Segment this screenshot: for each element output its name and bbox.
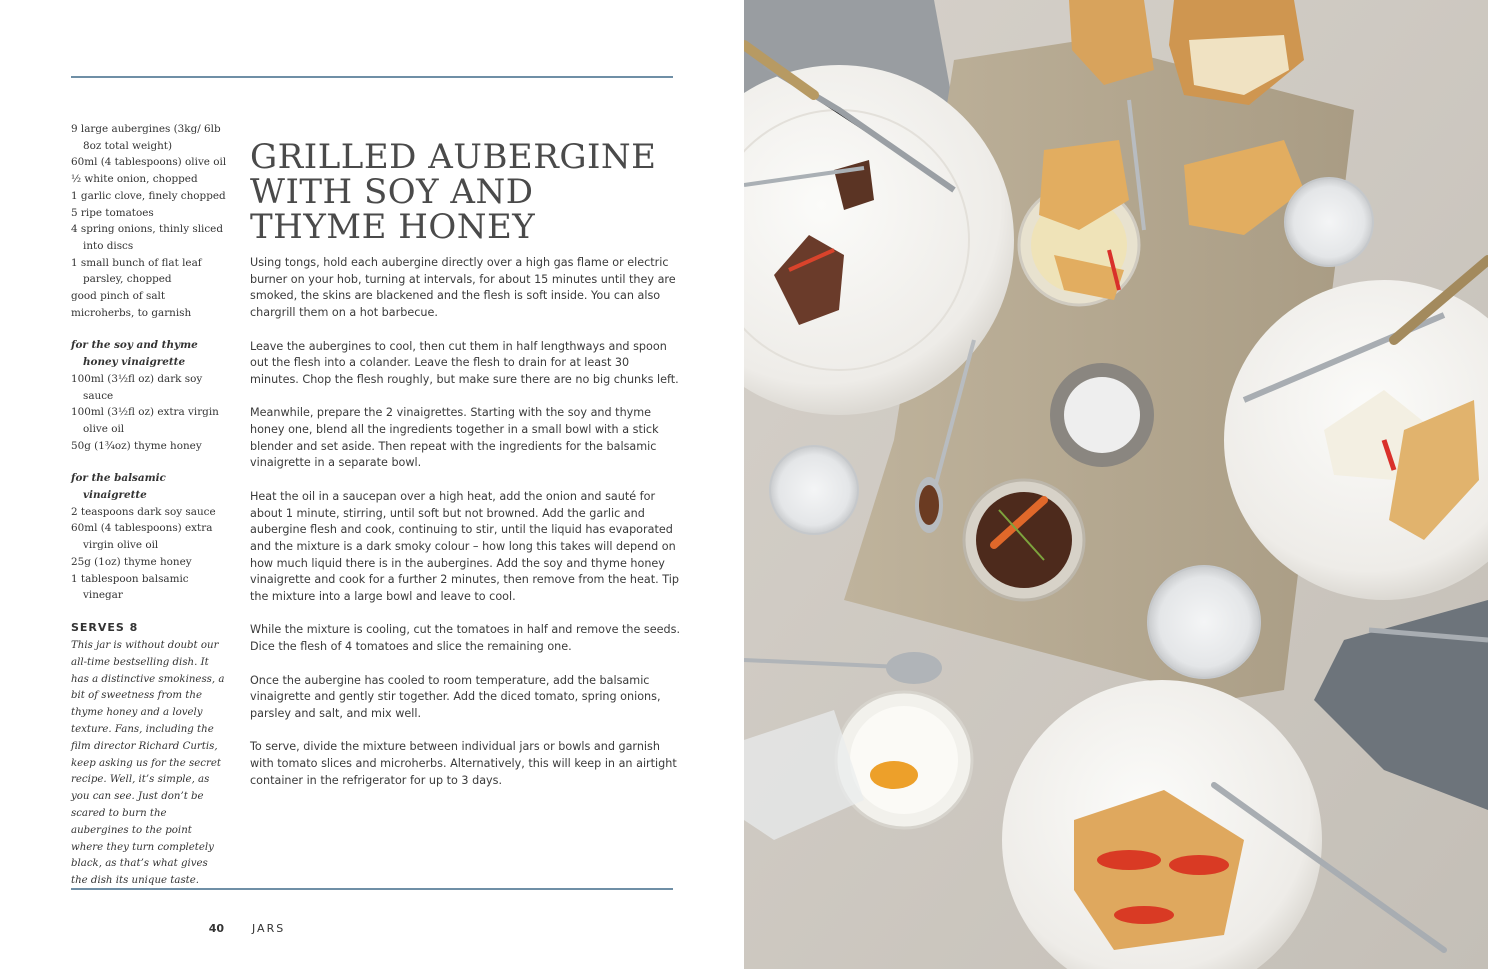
intro-note: This jar is without doubt our all-time bestselling dish. It has a distinctive smokiness, a bit of sweetness from the thyme honey and a lovely texture. Fans, including the film director Richard Curtis, keep asking us for the secret recipe. Well, it’s simple, as you can see. Just don’t be scared to burn the aubergines to the point where they turn completely black, as that’s what gives the dish its unique taste.: [71, 640, 225, 887]
ingredient: 60ml (4 tablespoons) olive oil: [71, 156, 227, 169]
recipe-title: GRILLED AUBERGINE WITH SOY AND THYME HONEY: [250, 136, 657, 247]
method-paragraph: Leave the aubergines to cool, then cut them in half lengthways and spoon out the flesh into a colander. Leave the flesh to drain for at least 30 minutes. Chop the flesh roughly, but make sure there are no big chunks left.: [250, 339, 679, 386]
ingredient: 1 tablespoon balsamic vinegar: [71, 572, 189, 602]
ingredient: 1 garlic clove, finely chopped: [71, 189, 226, 202]
ingredient: 50g (1¾oz) thyme honey: [71, 439, 202, 452]
serves-label: SERVES 8: [71, 620, 139, 634]
ingredient: ½ white onion, chopped: [71, 173, 198, 186]
soy-vinaigrette-heading: for the soy and thyme honey vinaigrette: [71, 339, 198, 369]
ingredient: 60ml (4 tablespoons) extra virgin olive oil: [71, 522, 213, 552]
ingredient: 5 ripe tomatoes: [71, 206, 154, 219]
top-rule: [71, 76, 673, 78]
page-number: 40: [208, 922, 224, 935]
glass-center: [1148, 566, 1260, 678]
method-paragraph: Heat the oil in a saucepan over a high heat, add the onion and sauté for about 1 minute, stirring, until soft but not browned. Add the garlic and aubergine flesh and cook, continuing to stir, until the liquid has evaporated and the mixture is a dark smoky colour – how long this takes will depend on how much liquid there is in the aubergines. Add the soy and thyme honey vinaigrette and cook for a further 2 minutes, then remove from the heat. Tip the mixture into a large bowl and leave to cool.: [250, 489, 679, 604]
method-paragraph: Using tongs, hold each aubergine directly over a high gas flame or electric burner on your hob, turning at intervals, for about 15 minutes until they are smoked, the skins are blackened and the flesh is soft inside. You can also chargrill them on a hot barbecue.: [250, 256, 676, 320]
ingredient: 1 small bunch of flat leaf parsley, chopped: [71, 256, 202, 286]
bottom-rule: [71, 888, 673, 890]
method-paragraph: Meanwhile, prepare the 2 vinaigrettes. Starting with the soy and thyme honey one, blend all the ingredients together in a small bowl with a stick blender and set aside. Then repeat with the ingredients for the balsamic vinaigrette in a separate bowl.: [250, 406, 659, 470]
food-photo-illustration: [744, 0, 1488, 969]
ingredient: 4 spring onions, thinly sliced into discs: [71, 223, 223, 252]
ingredient: 9 large aubergines (3kg/ 6lb 8oz total weight): [71, 123, 221, 152]
method-text: [250, 255, 680, 806]
ingredient: microherbs, to garnish: [71, 306, 192, 319]
ingredients-list: [71, 121, 231, 637]
method-paragraph: To serve, divide the mixture between individual jars or bowls and garnish with tomato slices and microherbs. Alternatively, this will keep in an airtight container in the refrigerator for up to 3 days.: [250, 740, 677, 787]
section-name: JARS: [252, 922, 286, 935]
ingredient: 100ml (3½fl oz) extra virgin olive oil: [71, 406, 219, 435]
balsamic-vinaigrette-heading: for the balsamic vinaigrette: [71, 472, 166, 502]
glass-left: [770, 446, 858, 534]
method-paragraph: While the mixture is cooling, cut the tomatoes in half and remove the seeds. Dice the flesh of 4 tomatoes and slice the remaining one.: [250, 623, 681, 654]
salt: [1064, 377, 1140, 453]
method-paragraph: Once the aubergine has cooled to room temperature, add the balsamic vinaigrette and gently stir together. Add the diced tomato, spring onions, parsley and salt, and mix well.: [250, 673, 661, 720]
ingredient: good pinch of salt: [71, 290, 166, 303]
ingredient: 2 teaspoons dark soy sauce: [71, 505, 216, 518]
glass-top-right: [1285, 178, 1373, 266]
ingredient: 100ml (3½fl oz) dark soy sauce: [71, 372, 203, 402]
ingredient: 25g (1oz) thyme honey: [71, 555, 192, 568]
food-photo: [744, 0, 1488, 969]
